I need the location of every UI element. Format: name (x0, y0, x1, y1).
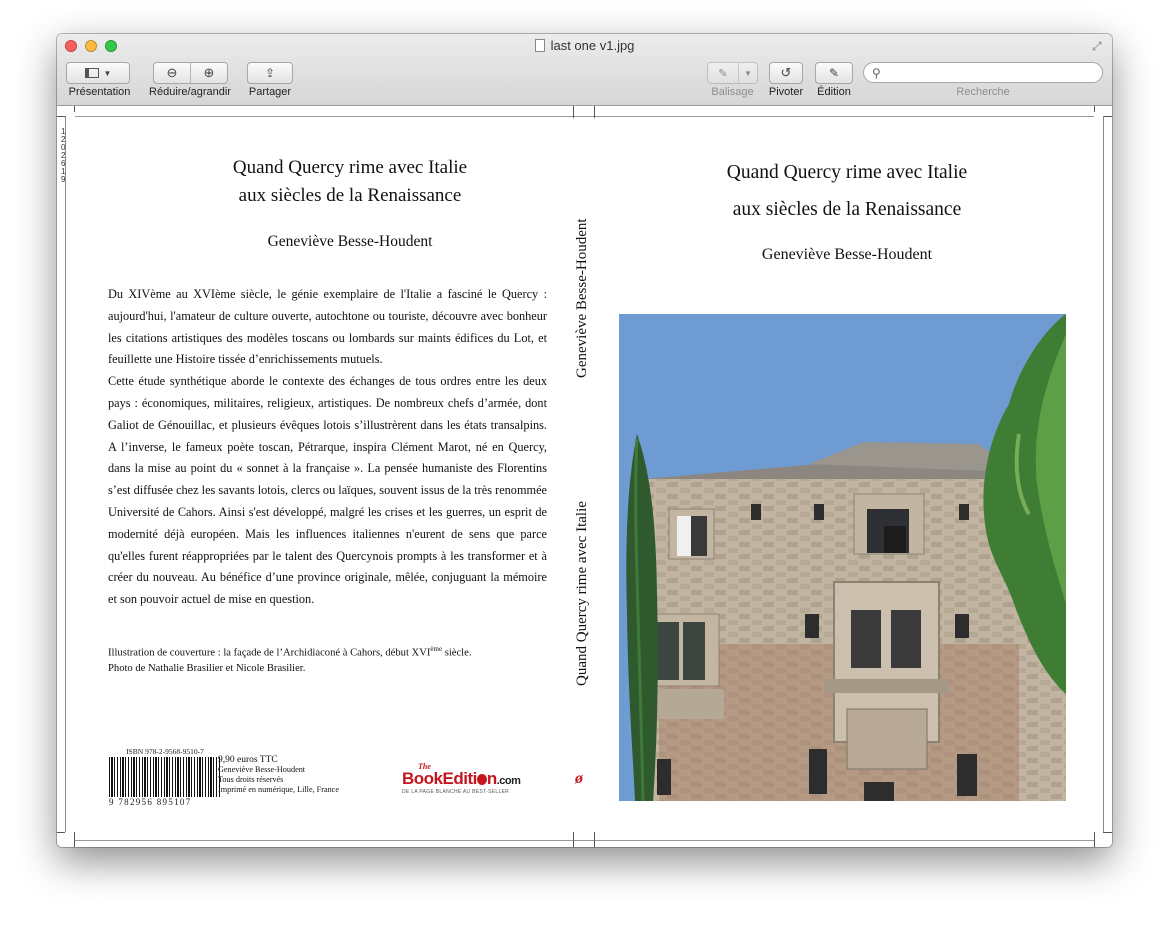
front-cover-title (627, 154, 1067, 228)
share-icon: ⇪ (264, 66, 276, 80)
spine-author: Geneviève Besse-Houdent (574, 218, 590, 378)
back-cover-author: Geneviève Besse-Houdent (267, 233, 433, 250)
spine-title: Quand Quercy rime avec Italie (574, 501, 590, 686)
rotate-button[interactable] (769, 62, 803, 84)
summary-paragraph: Du XIVème au XVIème siècle, le génie exemplaire de l'Italie a fasciné le Quercy : aujourd'hui, l'amateur de culture ouverte, autochtone ou touriste, découvre avec bonheur les citations artistiques des modèles toscans ou lombards sur maints édifices du Lot, et feuillette une Histoire tissée d’enrichissements mutuels. (108, 287, 547, 367)
chevron-down-icon: ▼ (103, 68, 112, 78)
markup-label: Balisage (711, 86, 754, 98)
ruler-digit: 2 (61, 151, 66, 160)
search-icon: ⚲ (872, 65, 881, 80)
edit-label: Édition (817, 86, 851, 98)
barcode-bars (109, 757, 221, 797)
ruler-digit: 1 (61, 167, 66, 176)
ruler-digit: 9 (61, 175, 66, 184)
rights-text: Tous droits réservés (218, 775, 284, 784)
title-line-2: aux siècles de la Renaissance (238, 185, 462, 206)
publisher-com: .com (496, 775, 521, 787)
zoom-control[interactable] (153, 62, 228, 84)
ruler-digit: 1 (61, 127, 66, 136)
publisher-logo (402, 762, 552, 795)
front-cover (597, 106, 1112, 847)
side-ruler (61, 128, 67, 184)
presentation-button[interactable] (66, 62, 130, 84)
credit-text: siècle. (442, 647, 472, 659)
document-icon (535, 39, 545, 52)
window-title (57, 38, 1112, 53)
isbn-barcode (109, 747, 221, 807)
toolbar (57, 34, 1112, 106)
barcode-digits: 9 782956 895107 (109, 797, 192, 807)
summary-text (108, 284, 547, 611)
markup-button[interactable] (707, 62, 758, 84)
credit-text: Illustration de couverture : la façade de l’Archidiaconé à Cahors, début XVI (108, 647, 431, 659)
isbn-text: ISBN 978-2-9568-9510-7 (126, 747, 204, 756)
building-facade-illustration (619, 314, 1066, 801)
price-text: 9,90 euros TTC (218, 755, 278, 765)
edit-icon: ✎ (828, 66, 840, 80)
spine-publisher-logo: ø (575, 770, 583, 787)
chevron-down-icon: ▼ (744, 68, 752, 78)
zoom-in-icon[interactable]: ⊕ (203, 65, 215, 80)
zoom-out-icon[interactable]: ⊖ (166, 65, 178, 80)
publisher-name-b: n (486, 769, 497, 788)
cover-photo (619, 314, 1066, 801)
publisher-tagline: DE LA PAGE BLANCHE AU BEST-SELLER (402, 789, 510, 795)
title-line-1: Quand Quercy rime avec Italie (232, 157, 468, 178)
zoom-label: Réduire/agrandir (149, 86, 231, 98)
search-label: Recherche (956, 86, 1010, 98)
publisher-name-a: BookEditi (402, 769, 477, 788)
back-cover (75, 106, 575, 847)
trim-line (65, 116, 66, 832)
edit-button[interactable] (815, 62, 853, 84)
image-view (57, 106, 1112, 847)
search-field[interactable] (863, 62, 1103, 83)
crop-mark (57, 116, 65, 117)
spine (567, 106, 597, 847)
rotate-label: Pivoter (768, 86, 804, 98)
ruler-digit: 2 (61, 135, 66, 144)
imprint-author: Geneviève Besse-Houdent (218, 765, 306, 774)
printing-text: Imprimé en numérique, Lille, France (218, 785, 339, 794)
share-button[interactable] (247, 62, 293, 84)
sidebar-icon (85, 68, 99, 78)
ruler-digit: 6 (61, 159, 66, 168)
imprint-block (218, 755, 339, 795)
window-title-text: last one v1.jpg (550, 38, 635, 53)
publisher-name (402, 771, 552, 789)
rotate-icon: ↺ (780, 65, 792, 80)
summary-paragraph: Cette étude synthétique aborde le contexte des échanges de tous ordres entre les deux pays : économiques, militaires, religieux, artistiques. De nombreux chefs d’armée, dont Galiot de Génouillac, et plusieurs évêques lotois s’illustrèrent dans les états transalpins. A l’inverse, le fameux poète toscan, Pétrarque, inspira Clément Marot, né en Quercy, dans la mise au point du « sonnet à la française ». La pensée humaniste des Florentins s’est diffusée chez les savants lotois, clercs ou laïques, souvent issus de la très renommée Université de Cahors. Ainsi s'est développé, malgré les crises et les guerres, un esprit de modernité déjà européen. Mais les influences italiennes n'eurent de sens que parce qu'elles furent réappropriées par le talent des Quercynois prompts à les transformer et à créer du nouveau. Au bénéfice d’une province originale, mêlée, conjuguant la mémoire et son pouvoir actuel de mise en question. (108, 374, 547, 607)
cover-credit (108, 642, 558, 676)
back-cover-title (125, 154, 575, 210)
presentation-label: Présentation (68, 86, 131, 98)
crop-mark (57, 832, 65, 833)
share-label: Partager (248, 86, 292, 98)
ruler-digit: 0 (61, 143, 66, 152)
publisher-the: The (418, 762, 431, 771)
credit-superscript: ème (430, 645, 443, 653)
fullscreen-icon[interactable]: ⤢ (1092, 39, 1102, 53)
title-line-2: aux siècles de la Renaissance (732, 199, 962, 220)
preview-window (57, 34, 1112, 847)
title-line-1: Quand Quercy rime avec Italie (726, 162, 968, 183)
pen-icon: ✎ (718, 67, 728, 80)
search-input[interactable] (886, 66, 1086, 80)
credit-line-2: Photo de Nathalie Brasilier et Nicole Brasilier. (108, 662, 306, 674)
credit-line-1 (108, 642, 558, 661)
publisher-o-mark (477, 774, 487, 785)
front-cover-author: Geneviève Besse-Houdent (761, 246, 933, 263)
